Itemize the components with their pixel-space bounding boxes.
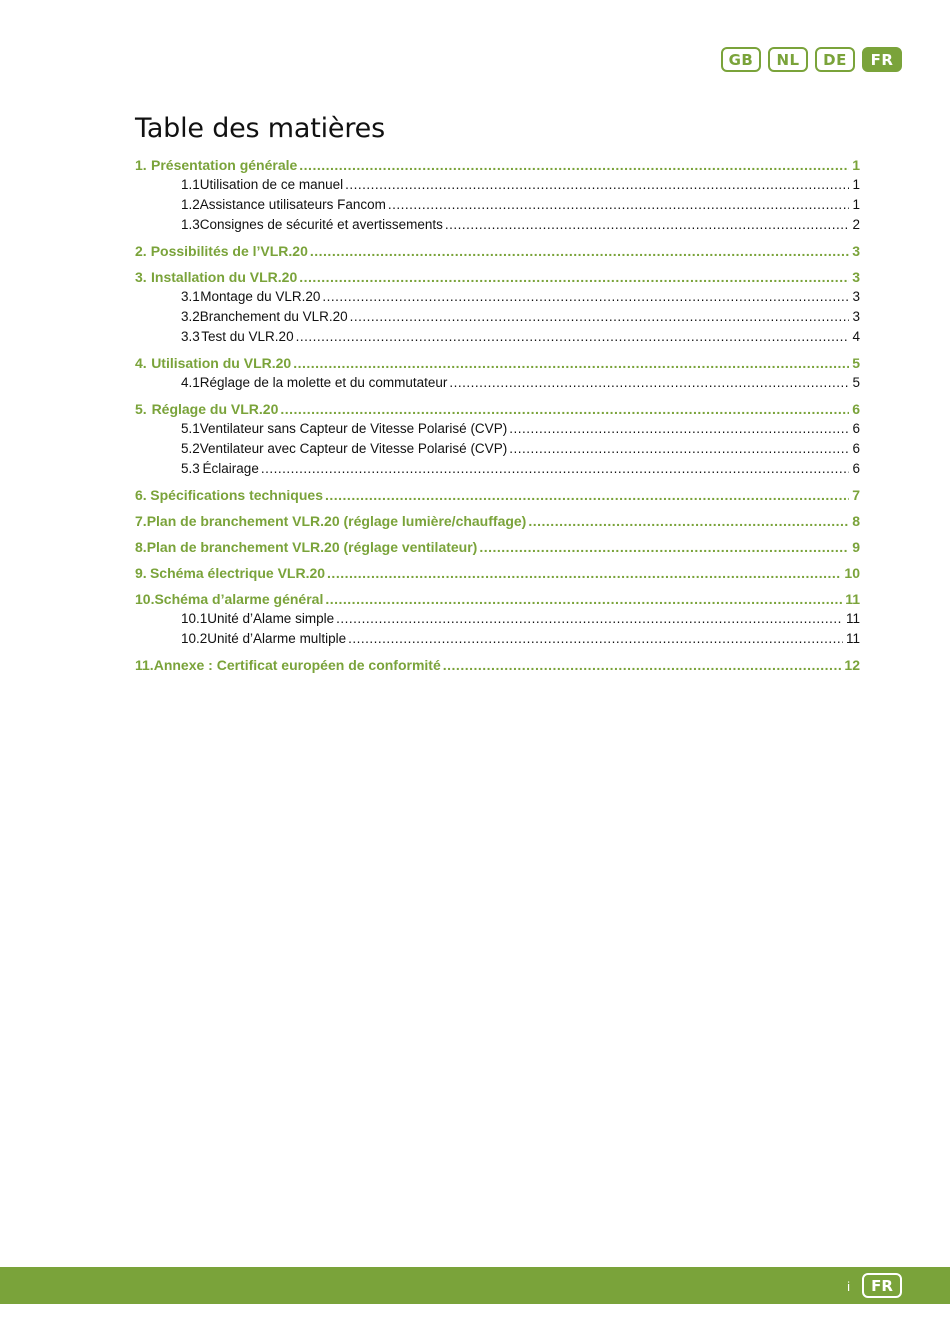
- toc-dot-leader: [528, 511, 849, 531]
- toc-label: Éclairage: [202, 461, 259, 476]
- toc-section[interactable]: [135, 195, 860, 215]
- toc-page-number: 3: [852, 309, 860, 324]
- toc-dot-leader: [261, 459, 850, 479]
- toc-page-number: 2: [852, 217, 860, 232]
- language-tab-nl[interactable]: NL: [768, 47, 808, 72]
- toc-page-number: 6: [852, 421, 860, 436]
- toc-label: Plan de branchement VLR.20 (réglage ventilateur): [146, 539, 478, 555]
- toc-number: 5.3: [181, 461, 200, 476]
- toc-chapter[interactable]: [135, 511, 860, 531]
- toc-chapter[interactable]: [135, 155, 860, 175]
- toc-page-number: 1: [852, 157, 860, 173]
- toc-label: Schéma électrique VLR.20: [149, 565, 326, 581]
- toc-section[interactable]: [135, 215, 860, 235]
- toc-dot-leader: [509, 419, 849, 439]
- toc-label: Utilisation du VLR.20: [151, 355, 292, 371]
- toc-section[interactable]: [135, 459, 860, 479]
- toc-dot-leader: [327, 563, 841, 583]
- toc-dot-leader: [299, 155, 849, 175]
- toc-label: Utilisation de ce manuel: [199, 177, 344, 192]
- toc-page-number: 3: [852, 269, 860, 285]
- toc-dot-leader: [293, 353, 849, 373]
- toc-number: 9.: [135, 565, 147, 581]
- toc-label: Spécifications techniques: [150, 487, 323, 503]
- toc-section[interactable]: [135, 419, 860, 439]
- toc-dot-leader: [443, 655, 842, 675]
- toc-number: 3.3: [181, 329, 200, 344]
- toc-section[interactable]: [135, 175, 860, 195]
- toc-page-number: 11: [845, 611, 860, 626]
- toc-dot-leader: [336, 609, 843, 629]
- toc-chapter[interactable]: [135, 655, 860, 675]
- toc-number: 6.: [135, 487, 147, 503]
- toc-page-number: 5: [852, 355, 860, 371]
- toc-dot-leader: [325, 589, 842, 609]
- toc-section[interactable]: [135, 439, 860, 459]
- toc-label: Réglage de la molette et du commutateur: [199, 375, 448, 390]
- toc-page-number: 6: [852, 401, 860, 417]
- toc-dot-leader: [350, 307, 850, 327]
- toc-number: 10.1: [181, 611, 208, 626]
- toc-page-number: 1: [852, 197, 860, 212]
- language-tab-gb[interactable]: GB: [721, 47, 761, 72]
- toc-number: 7.: [135, 513, 147, 529]
- toc-dot-leader: [322, 287, 849, 307]
- toc-chapter[interactable]: [135, 563, 860, 583]
- toc-page-number: 8: [852, 513, 860, 529]
- toc-section[interactable]: [135, 327, 860, 347]
- toc-page-number: 9: [852, 539, 860, 555]
- toc-page-number: 6: [852, 441, 860, 456]
- toc-number: 3.: [135, 269, 147, 285]
- toc-number: 1.3: [181, 217, 200, 232]
- toc-label: Possibilités de l’VLR.20: [150, 243, 308, 259]
- toc-chapter[interactable]: [135, 537, 860, 557]
- toc-chapter[interactable]: [135, 241, 860, 261]
- toc-label: Réglage du VLR.20: [151, 401, 279, 417]
- toc-dot-leader: [299, 267, 849, 287]
- page-title: Table des matières: [135, 113, 385, 144]
- toc-page-number: 3: [852, 289, 860, 304]
- toc-section[interactable]: [135, 373, 860, 393]
- toc-number: 5.1: [181, 421, 200, 436]
- toc-label: Montage du VLR.20: [200, 289, 321, 304]
- toc-page-number: 5: [852, 375, 860, 390]
- toc-number: 4.: [135, 355, 147, 371]
- language-tabs: [721, 47, 902, 72]
- toc-number: 2.: [135, 243, 147, 259]
- toc-page-number: 4: [852, 329, 860, 344]
- toc-dot-leader: [509, 439, 849, 459]
- toc-chapter[interactable]: [135, 589, 860, 609]
- toc-dot-leader: [296, 327, 850, 347]
- toc-number: 11.: [135, 657, 154, 673]
- table-of-contents: [135, 155, 860, 675]
- toc-page-number: 6: [852, 461, 860, 476]
- toc-dot-leader: [310, 241, 849, 261]
- language-tab-fr[interactable]: FR: [862, 47, 902, 72]
- toc-number: 3.1: [181, 289, 200, 304]
- toc-section[interactable]: [135, 307, 860, 327]
- toc-label: Schéma d’alarme général: [154, 591, 324, 607]
- toc-number: 10.2: [181, 631, 208, 646]
- toc-label: Plan de branchement VLR.20 (réglage lumière/chauffage): [146, 513, 527, 529]
- toc-dot-leader: [388, 195, 850, 215]
- toc-label: Unité d’Alame simple: [207, 611, 335, 626]
- toc-number: 4.1: [181, 375, 200, 390]
- toc-label: Annexe : Certificat européen de conformité: [153, 657, 441, 673]
- toc-number: 1.: [135, 157, 147, 173]
- toc-label: Consignes de sécurité et avertissements: [199, 217, 443, 232]
- toc-label: Branchement du VLR.20: [199, 309, 348, 324]
- toc-chapter[interactable]: [135, 485, 860, 505]
- toc-number: 5.: [135, 401, 147, 417]
- toc-number: 8.: [135, 539, 147, 555]
- toc-label: Unité d’Alarme multiple: [207, 631, 347, 646]
- toc-page-number: 11: [845, 631, 860, 646]
- toc-label: Test du VLR.20: [201, 329, 294, 344]
- footer-bar: [0, 1267, 950, 1304]
- toc-label: Ventilateur sans Capteur de Vitesse Polarisé (CVP): [199, 421, 508, 436]
- toc-label: Ventilateur avec Capteur de Vitesse Polarisé (CVP): [199, 441, 508, 456]
- toc-dot-leader: [449, 373, 849, 393]
- toc-chapter[interactable]: [135, 399, 860, 419]
- toc-page-number: 11: [845, 591, 860, 607]
- toc-chapter[interactable]: [135, 267, 860, 287]
- footer-page-number: i: [847, 1279, 850, 1294]
- toc-section[interactable]: [135, 609, 860, 629]
- toc-section[interactable]: [135, 629, 860, 649]
- toc-number: 1.1: [181, 177, 200, 192]
- toc-dot-leader: [345, 175, 849, 195]
- toc-dot-leader: [479, 537, 849, 557]
- toc-label: Présentation générale: [151, 157, 298, 173]
- toc-page-number: 1: [852, 177, 860, 192]
- toc-page-number: 10: [844, 565, 860, 581]
- toc-page-number: 7: [852, 487, 860, 503]
- toc-dot-leader: [325, 485, 849, 505]
- toc-number: 3.2: [181, 309, 200, 324]
- toc-dot-leader: [348, 629, 843, 649]
- toc-label: Assistance utilisateurs Fancom: [199, 197, 386, 212]
- toc-number: 5.2: [181, 441, 200, 456]
- footer-language-badge: FR: [862, 1273, 902, 1298]
- toc-label: Installation du VLR.20: [151, 269, 298, 285]
- toc-dot-leader: [445, 215, 850, 235]
- toc-chapter[interactable]: [135, 353, 860, 373]
- language-tab-de[interactable]: DE: [815, 47, 855, 72]
- toc-section[interactable]: [135, 287, 860, 307]
- toc-number: 10.: [135, 591, 155, 607]
- toc-page-number: 12: [844, 657, 860, 673]
- toc-dot-leader: [280, 399, 849, 419]
- toc-number: 1.2: [181, 197, 200, 212]
- toc-page-number: 3: [852, 243, 860, 259]
